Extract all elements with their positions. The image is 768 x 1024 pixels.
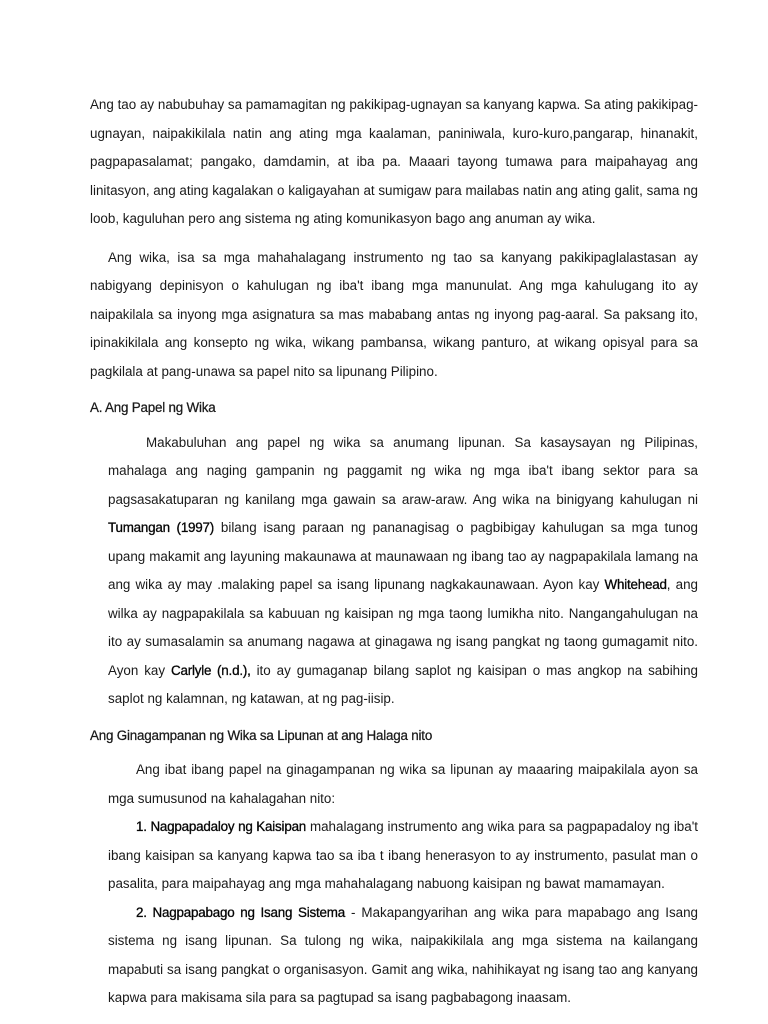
list-item-title: 2. Nagpapabago ng Isang Sistema bbox=[136, 904, 346, 920]
intro-paragraph: Ang tao ay nabubuhay sa pamamagitan ng pakikipag-ugnayan sa kanyang kapwa. Sa ating pakikipag-ugnayan, naipakikilala natin ang ating mga kaalaman, paniniwala, kuro-kuro,pangarap, hinanakit, pagpapasalamat; pangako, damdamin, at iba pa. Maaari tayong tumawa para maipahayag ang linitasyon, ang ating kagalakan o kaligayahan at sumigaw para mailabas natin ang ating galit, sama ng loob, kaguluhan pero ang sistema ng ating komunikasyon bago ang anuman ay wika. bbox=[90, 97, 698, 226]
reference-carlyle: Carlyle (n.d.), bbox=[171, 662, 251, 678]
section-b-body bbox=[108, 756, 698, 1013]
reference-whitehead: Whitehead bbox=[604, 577, 667, 592]
wika-definition-paragraph: Ang wika, isa sa mga mahahalagang instrumento ng tao sa kanyang pakikipaglalastasan ay nabigyang depinisyon o kahulugan ng iba't ibang mga manunulat. Ang mga kahulugang ito ay naipakilala sa inyong mga asignatura sa mas mababang antas ng inyong pag-aaral. Sa paksang ito, ipinakikilala ang konsepto ng wika, wikang pambansa, wikang panturo, at wikang opisyal para sa pagkilala at pang-unawa sa papel nito sa lipunang Pilipino. bbox=[90, 249, 698, 379]
reference-tumangan: Tumangan (1997) bbox=[108, 520, 215, 535]
list-item bbox=[108, 813, 698, 899]
list-item-text: mahalagang instrumento ang wika para sa pagpapadaloy ng iba't ibang kaisipan sa kanyang kapwa tao sa iba t ibang henerasyon to ay instrumento, pasulat man o pasalita, para maipahayag ang mga mahahalagang nabuong kaisipan ng bawat mamamayan. bbox=[108, 819, 698, 891]
ginagampanan-intro-paragraph: Ang ibat ibang papel na ginagampanan ng wika sa lipunan ay maaaring maipakilala ayon sa mga sumusunod na kahalagahan nito: bbox=[108, 762, 698, 806]
list-item-title: 1. Nagpapadaloy ng Kaisipan bbox=[136, 819, 307, 834]
list-item-text: - Makapangyarihan ang wika para mapabago ang Isang sistema ng isang lipunan. Sa tulong ng wika, naipakikilala ang mga sistema na kailangang mapabuti sa isang pangkat o organisasyon. Gamit ang wika, nahihikayat ng isang tao ang kanyang kapwa para makisama sila para sa pagtupad sa isang pagbabagong inaasam. bbox=[108, 904, 698, 1005]
list-item bbox=[108, 899, 698, 1013]
text-segment: ito ay gumaganap bilang saplot ng kaisipan o mas angkop na sabihing saplot ng kalamnan, ng katawan, at ng pag-iisip. bbox=[108, 662, 698, 706]
text-segment: bilang isang paraan ng pananagisag o pagbibigay kahulugan sa mga tunog upang makamit ang layuning makaunawa at maunawaan ng ibang tao ay nagpapakilala lamang na ang wika ay may .malaking papel sa isang lipunang nagkakaunawaan. Ayon kay bbox=[108, 520, 698, 592]
section-a-heading: A. Ang Papel ng Wika bbox=[90, 400, 216, 415]
section-b-heading: Ang Ginagampanan ng Wika sa Lipunan at ang Halaga nito bbox=[90, 727, 433, 743]
text-segment: Makabuluhan ang papel ng wika sa anumang lipunan. Sa kasaysayan ng Pilipinas, mahalaga ang naging gampanin ng paggamit ng wika ng mga iba't ibang sektor para sa pagsasakatuparan ng kanilang mga gawain sa araw-araw. Ang wika na binigyang kahulugan ni bbox=[108, 434, 698, 507]
section-a-body bbox=[108, 429, 698, 714]
papel-ng-wika-paragraph bbox=[108, 429, 698, 714]
text-segment: , ang wilka ay nagpapakilala sa kabuuan ng kaisipan ng mga taong lumikha nito. Nangangahulugan na ito ay sumasalamin sa anumang nagawa at ginagawa ng isang pangkat ng taong gumagamit nito. Ayon kay bbox=[108, 577, 698, 678]
